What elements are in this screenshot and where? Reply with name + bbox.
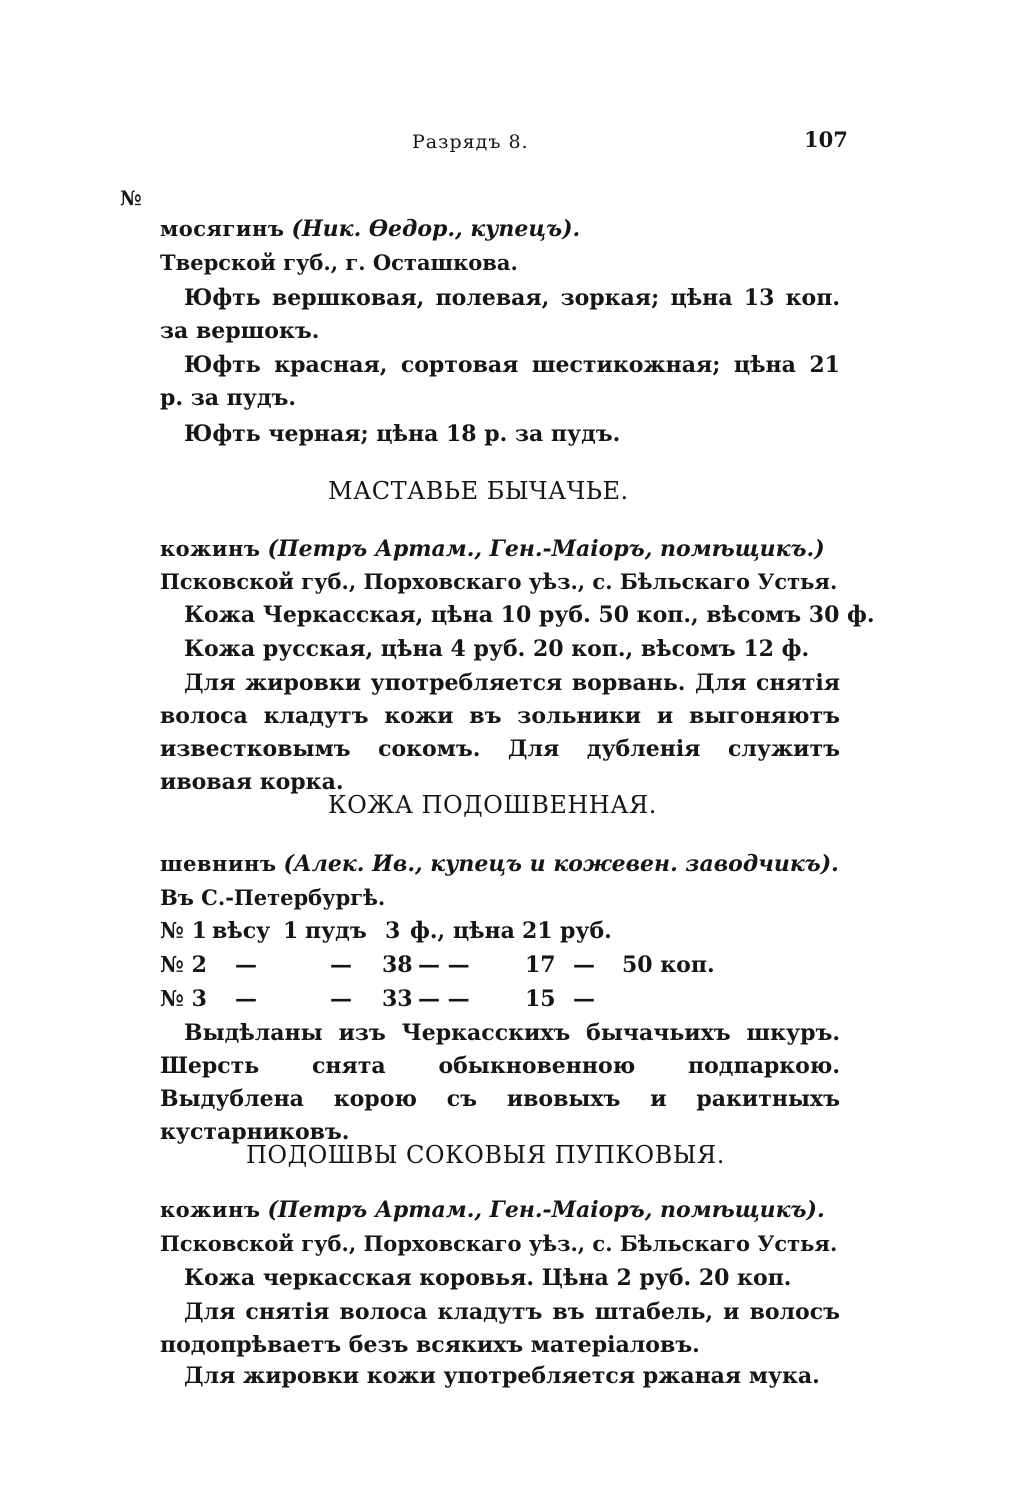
producer-location: Псковской губ., Порховскаго уѣз., с. Бѣльскаго Устья.	[160, 1231, 838, 1256]
table-cell: — —	[418, 952, 470, 978]
product-item: Кожа черкасская коровья. Цѣна 2 руб. 20 коп.	[184, 1265, 792, 1291]
processing-note: Для снятія волоса кладутъ въ штабель, и волосъ подопрѣваетъ безъ всякихъ матеріаловъ.	[160, 1299, 840, 1358]
table-cell: 15	[525, 986, 556, 1012]
entry-heading	[160, 851, 839, 878]
table-cell: вѣсу	[212, 918, 271, 944]
table-cell: 21	[522, 918, 553, 944]
producer-name: шевнинъ	[160, 851, 277, 876]
table-cell: —	[573, 986, 595, 1012]
table-cell: —	[235, 952, 257, 978]
table-cell-number: № 2	[160, 952, 207, 978]
processing-note: Для жировки употребляется ворвань. Для снятія волоса кладутъ кожи въ зольники и выгоняютъ известковымъ сокомъ. Для дубленія служитъ ивовая корка.	[160, 670, 840, 795]
product-item: Кожа русская, цѣна 4 руб. 20 коп., вѣсомъ 12 ф.	[184, 636, 810, 662]
processing-note: Выдѣланы изъ Черкасскихъ бычачьихъ шкуръ. Шерсть снята обыкновенною подпаркою. Выдублена корою съ ивовыхъ и ракитныхъ кустарниковъ.	[160, 1020, 840, 1145]
section-heading: КОЖА ПОДОШВЕННАЯ.	[328, 791, 657, 819]
table-cell: 1	[283, 918, 299, 944]
section-heading: МАСТАВЬЕ БЫЧАЧЬЕ.	[328, 477, 629, 505]
producer-details: (Петръ Артам., Ген.-Маіоръ, помѣщикъ.)	[267, 536, 825, 562]
table-cell-number: № 1	[160, 918, 207, 944]
product-item: Юфть красная, сортовая шестикожная; цѣна 21 р. за пудъ.	[160, 352, 840, 411]
table-cell: 38	[382, 952, 413, 978]
producer-name: кожинъ	[160, 536, 261, 561]
producer-name: мосягинъ	[160, 216, 285, 241]
section-heading: ПОДОШВЫ СОКОВЫЯ ПУПКОВЫЯ.	[246, 1141, 725, 1169]
producer-location: Тверской губ., г. Осташкова.	[160, 250, 518, 275]
table-cell: ф., цѣна	[410, 918, 515, 944]
producer-details: (Ник. Ѳедор., купецъ).	[291, 216, 581, 242]
product-item: Юфть черная; цѣна 18 р. за пудъ.	[184, 421, 621, 447]
processing-note: Для жировки кожи употребляется ржаная мука.	[184, 1363, 820, 1389]
producer-name: кожинъ	[160, 1197, 261, 1222]
table-cell: —	[330, 952, 352, 978]
producer-location: Въ С.-Петербургѣ.	[160, 885, 386, 910]
table-cell: 3	[385, 918, 401, 944]
table-cell: руб.	[560, 918, 612, 944]
running-header: Разрядъ 8.	[412, 131, 529, 153]
table-cell: 50 коп.	[622, 952, 715, 978]
table-cell: — —	[418, 986, 470, 1012]
entry-heading	[160, 1197, 825, 1224]
table-cell: 17	[525, 952, 556, 978]
page-number: 107	[804, 127, 848, 152]
table-cell: пудъ	[305, 918, 367, 944]
entry-heading	[160, 536, 825, 563]
entry-heading	[160, 216, 580, 243]
table-cell-number: № 3	[160, 986, 207, 1012]
table-cell: —	[573, 952, 595, 978]
product-item: Юфть вершковая, полевая, зоркая; цѣна 13 коп. за вершокъ.	[160, 285, 840, 344]
producer-details: (Алек. Ив., купецъ и кожевен. заводчикъ).	[283, 851, 839, 877]
product-item: Кожа Черкасская, цѣна 10 руб. 50 коп., вѣсомъ 30 ф.	[184, 602, 875, 628]
table-cell: —	[330, 986, 352, 1012]
number-sign-column-header: №	[120, 186, 142, 210]
table-cell: 33	[382, 986, 413, 1012]
producer-details: (Петръ Артам., Ген.-Маіоръ, помѣщикъ).	[267, 1197, 825, 1223]
producer-location: Псковской губ., Порховскаго уѣз., с. Бѣльскаго Устья.	[160, 569, 838, 594]
table-cell: —	[235, 986, 257, 1012]
